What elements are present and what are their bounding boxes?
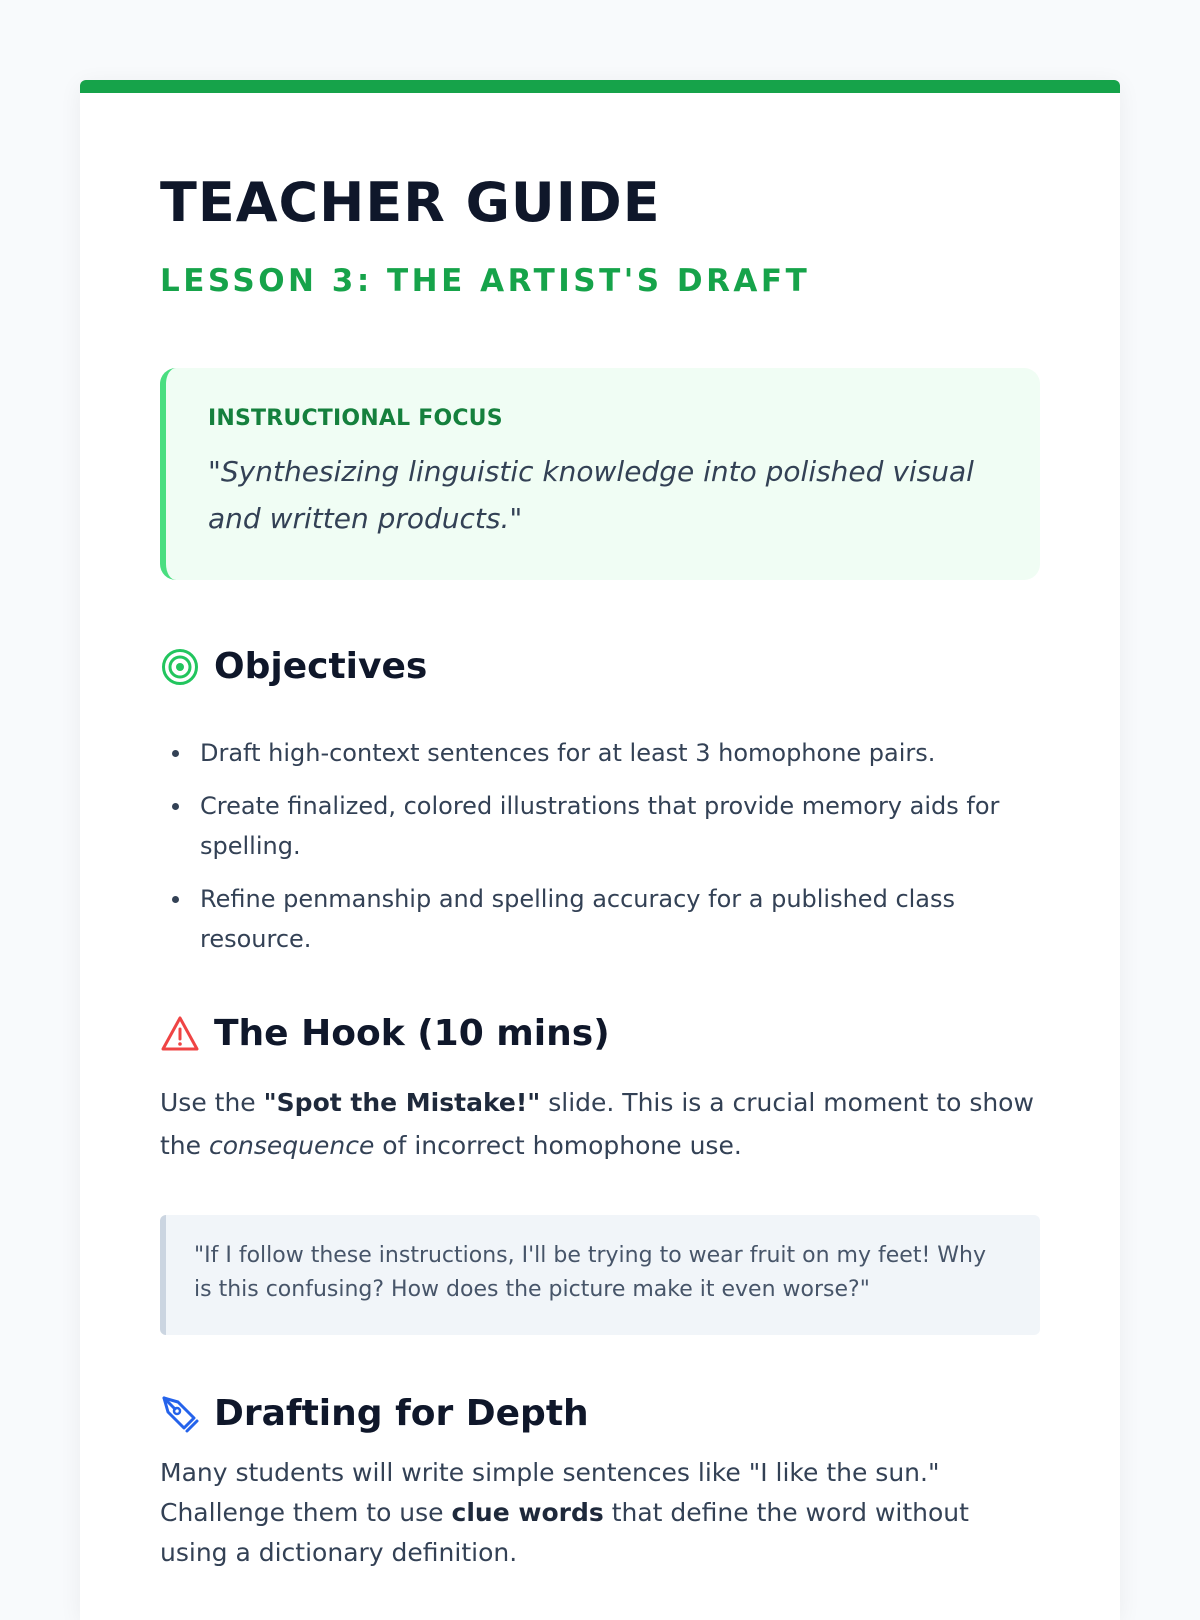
hook-paragraph [160,1081,1040,1167]
drafting-paragraph [160,1453,1040,1573]
focus-label: INSTRUCTIONAL FOCUS [208,406,503,431]
hook-text: Use the [160,1088,264,1117]
drafting-heading: Drafting for Depth [214,1393,589,1434]
target-icon [160,647,200,687]
hook-quote: "If I follow these instructions, I'll be trying to wear fruit on my feet! Why is this confusing? How does the picture make it even worse?" [160,1215,1040,1335]
warning-triangle-icon [160,1014,200,1054]
pen-nib-icon [160,1394,200,1434]
list-item: Create finalized, colored illustrations that provide memory aids for spelling. [200,786,1060,866]
hook-text: of incorrect homophone use. [374,1131,742,1160]
hook-header [160,1014,610,1054]
hook-heading: The Hook (10 mins) [214,1013,610,1054]
list-item: Refine penmanship and spelling accuracy for a published class resource. [200,879,1060,959]
lesson-subtitle: LESSON 3: THE ARTIST'S DRAFT [160,263,811,299]
objectives-heading: Objectives [214,646,428,687]
guide-card [80,80,1120,1620]
drafting-strong-text: clue words [451,1498,604,1527]
focus-quote: "Synthesizing linguistic knowledge into polished visual and written products." [208,455,974,535]
drafting-text: that define the word without using a dictionary definition. [160,1498,969,1567]
drafting-header [160,1394,589,1434]
page-title: TEACHER GUIDE [160,171,661,234]
instructional-focus-box [160,368,1040,580]
drafting-text: Many students will write simple sentences like "I like the sun." Challenge them to use [160,1458,940,1527]
objectives-header [160,647,427,687]
hook-strong-text: "Spot the Mistake!" [263,1088,541,1117]
list-item: Draft high-context sentences for at least 3 homophone pairs. [200,733,1060,773]
objectives-list [160,733,1060,972]
hook-emphasis-text: consequence [208,1131,375,1160]
hook-text: slide. This is a crucial moment to show the [160,1088,1034,1160]
